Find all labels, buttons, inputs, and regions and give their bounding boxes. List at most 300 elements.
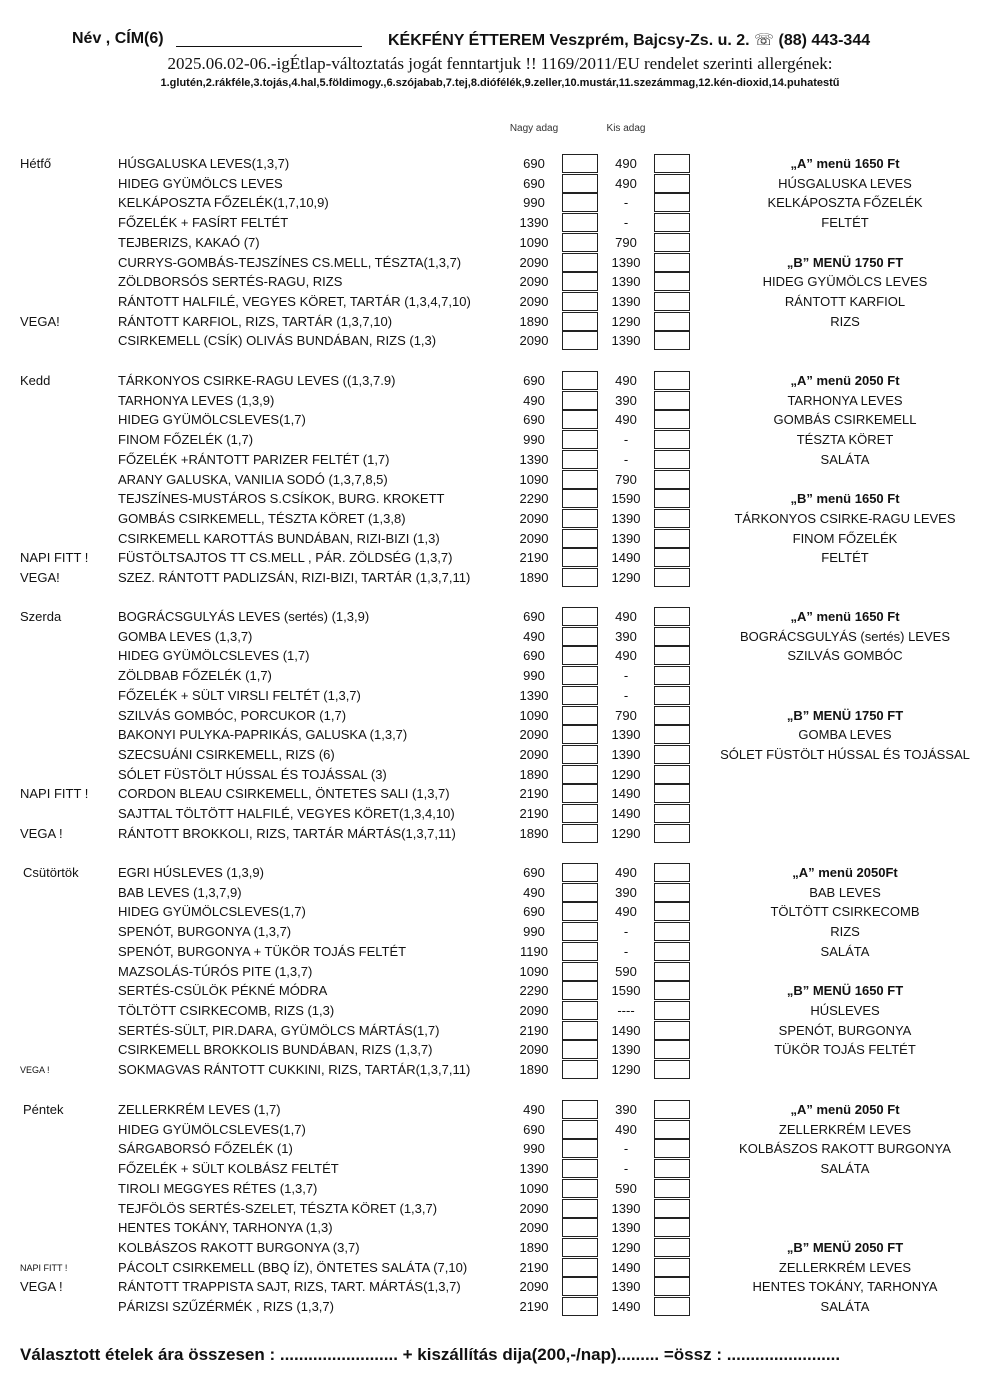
small-qty-box[interactable] — [654, 607, 690, 626]
small-price: 1390 — [611, 333, 641, 349]
small-qty-box[interactable] — [654, 331, 690, 350]
dish-name: FINOM FŐZELÉK (1,7) — [118, 432, 254, 448]
small-qty-box[interactable] — [654, 883, 690, 902]
large-qty-box[interactable] — [562, 450, 598, 469]
daily-menu-item: TÖLTÖTT CSIRKECOMB — [770, 904, 920, 920]
dish-name: HIDEG GYÜMÖLCSLEVES (1,7) — [118, 648, 310, 664]
daily-menu-item: SALÁTA — [820, 943, 870, 959]
small-qty-box[interactable] — [654, 922, 690, 941]
large-price: 1890 — [519, 313, 549, 329]
small-price: - — [623, 687, 629, 703]
small-qty-box[interactable] — [654, 765, 690, 784]
small-qty-box[interactable] — [654, 902, 690, 921]
small-price: - — [623, 943, 629, 959]
large-qty-box[interactable] — [562, 1021, 598, 1040]
small-price: 1390 — [611, 1042, 641, 1058]
small-qty-box[interactable] — [654, 470, 690, 489]
dish-row — [0, 745, 1000, 765]
large-price: 990 — [523, 1141, 545, 1157]
small-qty-box[interactable] — [654, 646, 690, 665]
dish-row — [0, 1297, 1000, 1317]
dish-name: SZEZ. RÁNTOTT PADLIZSÁN, RIZI-BIZI, TARTÁR (1,3,7,11) — [118, 570, 471, 585]
large-price: 1890 — [519, 1062, 549, 1077]
small-qty-box[interactable] — [654, 1120, 690, 1139]
large-qty-box[interactable] — [562, 1001, 598, 1020]
large-qty-box[interactable] — [562, 371, 598, 390]
small-qty-box[interactable] — [654, 548, 690, 567]
dish-name: FŐZELÉK + SÜLT KOLBÁSZ FELTÉT — [118, 1161, 339, 1177]
daily-menu-item: TÜKÖR TOJÁS FELTÉT — [774, 1042, 916, 1058]
large-qty-box[interactable] — [562, 548, 598, 567]
daily-menu-title: „A” menü 1650 Ft — [790, 156, 900, 171]
daily-menu-item: FELTÉT — [821, 550, 869, 566]
dish-name: SZECSUÁNI CSIRKEMELL, RIZS (6) — [118, 746, 335, 762]
small-qty-box[interactable] — [654, 371, 690, 390]
dish-name: GOMBÁS CSIRKEMELL, TÉSZTA KÖRET (1,3,8) — [118, 510, 406, 526]
large-price: 690 — [523, 904, 545, 920]
large-qty-box[interactable] — [562, 154, 598, 173]
dish-row — [0, 607, 1000, 627]
dish-name: SPENÓT, BURGONYA (1,3,7) — [118, 924, 292, 940]
small-qty-box[interactable] — [654, 450, 690, 469]
dish-name: KELKÁPOSZTA FŐZELÉK(1,7,10,9) — [118, 195, 329, 211]
small-qty-box[interactable] — [654, 174, 690, 193]
small-qty-box[interactable] — [654, 1297, 690, 1316]
dish-row — [0, 1139, 1000, 1159]
small-qty-box[interactable] — [654, 509, 690, 528]
dish-name: TEJFÖLÖS SERTÉS-SZELET, TÉSZTA KÖRET (1,3,7) — [118, 1200, 438, 1216]
small-qty-box[interactable] — [654, 627, 690, 646]
small-price: 490 — [615, 609, 637, 624]
large-price: 1890 — [519, 1239, 549, 1255]
daily-menu-title: „A” menü 2050 Ft — [790, 1102, 900, 1117]
dish-row — [0, 529, 1000, 549]
dish-name: TIROLI MEGGYES RÉTES (1,3,7) — [118, 1180, 318, 1196]
large-price: 1390 — [519, 215, 549, 231]
large-price: 2190 — [519, 1259, 549, 1275]
dish-row — [0, 1040, 1000, 1060]
small-qty-box[interactable] — [654, 962, 690, 981]
day-label: Péntek — [23, 1102, 64, 1117]
dish-row — [0, 1001, 1000, 1021]
small-qty-box[interactable] — [654, 1021, 690, 1040]
dish-row — [0, 863, 1000, 883]
small-qty-box[interactable] — [654, 568, 690, 587]
large-qty-box[interactable] — [562, 1199, 598, 1218]
large-price: 490 — [523, 628, 545, 644]
daily-menu-item: RÁNTOTT KARFIOL — [784, 293, 906, 309]
dish-row — [0, 292, 1000, 312]
small-qty-box[interactable] — [654, 1277, 690, 1296]
large-price: 1890 — [519, 766, 549, 782]
dish-row — [0, 902, 1000, 922]
large-price: 2090 — [519, 333, 549, 349]
dish-name: TÖLTÖTT CSIRKECOMB, RIZS (1,3) — [118, 1002, 335, 1018]
large-price: 2190 — [519, 1022, 549, 1038]
dish-row — [0, 450, 1000, 470]
dish-name: CSIRKEMELL BROKKOLIS BUNDÁBAN, RIZS (1,3,7) — [118, 1042, 433, 1058]
dish-name: MAZSOLÁS-TÚRÓS PITE (1,3,7) — [118, 963, 313, 979]
small-price: 390 — [615, 884, 637, 900]
large-qty-box[interactable] — [562, 725, 598, 744]
large-price: 1890 — [519, 570, 549, 585]
day-label: Kedd — [20, 373, 51, 388]
large-qty-box[interactable] — [562, 509, 598, 528]
daily-menu-title: „A” menü 2050Ft — [792, 865, 898, 880]
large-qty-box[interactable] — [562, 1060, 598, 1079]
large-qty-box[interactable] — [562, 1238, 598, 1257]
large-price: 2090 — [519, 1220, 549, 1236]
large-qty-box[interactable] — [562, 765, 598, 784]
dish-name: CORDON BLEAU CSIRKEMELL, ÖNTETES SALI (1,3,7) — [118, 786, 450, 802]
allergen-list: 1.glutén,2.rákféle,3.tojás,4.hal,5.földimogy.,6.szójabab,7.tej,8.diófélék,9.zeller,10.mustár,11.szezámmag,12.kén-dioxid,14.puhatestű — [160, 77, 840, 89]
dish-row — [0, 725, 1000, 745]
small-qty-box[interactable] — [654, 292, 690, 311]
large-qty-box[interactable] — [562, 331, 598, 350]
large-qty-box[interactable] — [562, 863, 598, 882]
dish-row — [0, 1179, 1000, 1199]
small-price: - — [623, 451, 629, 467]
dish-row — [0, 784, 1000, 804]
small-qty-box[interactable] — [654, 272, 690, 291]
large-qty-box[interactable] — [562, 1040, 598, 1059]
large-qty-box[interactable] — [562, 1297, 598, 1316]
dish-name: SÓLET FÜSTÖLT HÚSSAL ÉS TOJÁSSAL (3) — [118, 766, 387, 782]
large-qty-box[interactable] — [562, 981, 598, 1000]
daily-menu-item: TÉSZTA KÖRET — [796, 432, 894, 448]
small-qty-box[interactable] — [654, 1159, 690, 1178]
daily-menu-item: ZELLERKRÉM LEVES — [778, 1121, 912, 1137]
dish-name: RÁNTOTT KARFIOL, RIZS, TARTÁR (1,3,7,10) — [118, 313, 393, 329]
small-price: 790 — [615, 471, 637, 487]
dish-name: BAB LEVES (1,3,7,9) — [118, 884, 242, 900]
large-qty-box[interactable] — [562, 1120, 598, 1139]
large-price: 2090 — [519, 1042, 549, 1058]
small-price: 1290 — [611, 766, 641, 782]
header-line — [0, 30, 1000, 54]
daily-menu-item: RIZS — [830, 924, 860, 940]
small-price: - — [623, 215, 629, 231]
small-price: 1490 — [611, 550, 641, 566]
dish-name: SERTÉS-CSÜLÖK PÉKNÉ MÓDRA — [118, 983, 328, 999]
dish-row — [0, 1258, 1000, 1278]
daily-menu-item: SALÁTA — [820, 1161, 870, 1177]
dish-row — [0, 548, 1000, 568]
small-qty-box[interactable] — [654, 1139, 690, 1158]
day-label: Szerda — [20, 609, 62, 624]
large-qty-box[interactable] — [562, 1179, 598, 1198]
dish-name: FŐZELÉK + SÜLT VIRSLI FELTÉT (1,3,7) — [118, 687, 361, 703]
notice-line: 2025.06.02-06.-igÉtlap-változtatás jogát fenntartjuk !! 1169/2011/EU rendelet szerinti allergének: — [167, 54, 833, 73]
small-price: 1390 — [611, 746, 641, 762]
dish-name: RÁNTOTT BROKKOLI, RIZS, TARTÁR MÁRTÁS(1,3,7,11) — [118, 825, 456, 841]
daily-menu-item: HENTES TOKÁNY, TARHONYA — [752, 1279, 938, 1295]
dish-row — [0, 824, 1000, 844]
dish-row — [0, 765, 1000, 785]
small-qty-box[interactable] — [654, 725, 690, 744]
large-qty-box[interactable] — [562, 489, 598, 508]
dish-name: SPENÓT, BURGONYA + TÜKÖR TOJÁS FELTÉT — [118, 943, 407, 959]
dish-name: CURRYS-GOMBÁS-TEJSZÍNES CS.MELL, TÉSZTA(1,3,7) — [118, 254, 462, 270]
large-price: 2090 — [519, 1200, 549, 1216]
daily-menu-item: FELTÉT — [821, 215, 869, 231]
daily-menu-item: TÁRKONYOS CSIRKE-RAGU LEVES — [734, 510, 956, 526]
daily-menu-title: „B” MENÜ 1650 FT — [786, 983, 904, 999]
large-price: 2090 — [519, 530, 549, 546]
dish-row — [0, 233, 1000, 253]
small-qty-box[interactable] — [654, 942, 690, 961]
dish-tag: VEGA! — [20, 570, 60, 585]
daily-menu-item: SALÁTA — [820, 1299, 870, 1314]
small-qty-box[interactable] — [654, 253, 690, 272]
small-price: 490 — [615, 648, 637, 664]
dish-name: PÁRIZSI SZŰZÉRMÉK , RIZS (1,3,7) — [118, 1299, 334, 1314]
large-qty-box[interactable] — [562, 804, 598, 823]
large-qty-box[interactable] — [562, 568, 598, 587]
small-qty-box[interactable] — [654, 233, 690, 252]
large-price: 2090 — [519, 254, 549, 270]
dish-tag: VEGA ! — [20, 825, 63, 841]
small-qty-box[interactable] — [654, 193, 690, 212]
large-qty-box[interactable] — [562, 686, 598, 705]
small-qty-box[interactable] — [654, 1100, 690, 1119]
small-qty-box[interactable] — [654, 1001, 690, 1020]
large-price: 990 — [523, 668, 545, 684]
daily-menu-title: „A” menü 2050 Ft — [790, 373, 900, 388]
dish-name: SOKMAGVAS RÁNTOTT CUKKINI, RIZS, TARTÁR(1,3,7,11) — [118, 1062, 471, 1077]
small-qty-box[interactable] — [654, 410, 690, 429]
small-qty-box[interactable] — [654, 666, 690, 685]
dish-tag: NAPI FITT ! — [20, 1262, 68, 1273]
large-price: 2190 — [519, 786, 549, 802]
daily-menu-item: TARHONYA LEVES — [787, 392, 903, 408]
small-price: 1590 — [611, 983, 641, 999]
dish-row — [0, 646, 1000, 666]
large-qty-box[interactable] — [562, 962, 598, 981]
dish-name: BAKONYI PULYKA-PAPRIKÁS, GALUSKA (1,3,7) — [118, 727, 408, 743]
small-qty-box[interactable] — [654, 1258, 690, 1277]
small-price: 1390 — [611, 727, 641, 743]
day-label: Csütörtök — [23, 865, 79, 880]
large-qty-box[interactable] — [562, 646, 598, 665]
small-price: 1490 — [611, 1259, 641, 1275]
large-qty-box[interactable] — [562, 922, 598, 941]
large-qty-box[interactable] — [562, 312, 598, 331]
dish-row — [0, 213, 1000, 233]
dish-name: TEJSZÍNES-MUSTÁROS S.CSÍKOK, BURG. KROKETT — [118, 491, 445, 507]
small-qty-box[interactable] — [654, 1199, 690, 1218]
small-price: 790 — [615, 234, 637, 250]
small-qty-box[interactable] — [654, 981, 690, 1000]
large-qty-box[interactable] — [562, 902, 598, 921]
large-price: 2290 — [519, 983, 549, 999]
small-qty-box[interactable] — [654, 312, 690, 331]
dish-name: SERTÉS-SÜLT, PIR.DARA, GYÜMÖLCS MÁRTÁS(1,7) — [118, 1022, 440, 1038]
large-price: 690 — [523, 1121, 545, 1137]
large-price: 1090 — [519, 471, 549, 487]
daily-menu-item: SPENÓT, BURGONYA — [778, 1022, 912, 1038]
small-price: 590 — [615, 963, 637, 979]
large-qty-box[interactable] — [562, 706, 598, 725]
dish-name: TARHONYA LEVES (1,3,9) — [118, 392, 275, 408]
small-qty-box[interactable] — [654, 213, 690, 232]
dish-name: CSIRKEMELL KAROTTÁS BUNDÁBAN, RIZI-BIZI (1,3) — [118, 530, 440, 546]
small-qty-box[interactable] — [654, 1238, 690, 1257]
small-price: 1290 — [611, 313, 641, 329]
large-qty-box[interactable] — [562, 607, 598, 626]
large-qty-box[interactable] — [562, 174, 598, 193]
small-price: - — [623, 668, 629, 684]
small-qty-box[interactable] — [654, 1179, 690, 1198]
large-price: 2090 — [519, 293, 549, 309]
small-qty-box[interactable] — [654, 1218, 690, 1237]
large-qty-box[interactable] — [562, 784, 598, 803]
small-qty-box[interactable] — [654, 863, 690, 882]
large-qty-box[interactable] — [562, 942, 598, 961]
large-qty-box[interactable] — [562, 193, 598, 212]
dish-tag: NAPI FITT ! — [20, 786, 89, 802]
large-qty-box[interactable] — [562, 824, 598, 843]
dish-name: FŐZELÉK +RÁNTOTT PARIZER FELTÉT (1,7) — [118, 451, 390, 467]
order-total-line: Választott ételek ára összesen : ......................... + kiszállítás dija(200,-/nap)......... =össz : ........................ — [20, 1345, 841, 1364]
dish-row — [0, 154, 1000, 174]
large-qty-box[interactable] — [562, 410, 598, 429]
small-price: 1390 — [611, 274, 641, 290]
dish-row — [0, 1277, 1000, 1297]
large-qty-box[interactable] — [562, 391, 598, 410]
large-qty-box[interactable] — [562, 470, 598, 489]
small-qty-box[interactable] — [654, 529, 690, 548]
daily-menu-item: ZELLERKRÉM LEVES — [778, 1259, 912, 1275]
large-portion-header: Nagy adag — [509, 123, 559, 134]
large-qty-box[interactable] — [562, 272, 598, 291]
dish-name: ARANY GALUSKA, VANILIA SODÓ (1,3,7,8,5) — [118, 471, 388, 487]
small-price: - — [623, 1161, 629, 1177]
name-address-field[interactable] — [176, 46, 362, 47]
small-price: 1290 — [611, 1062, 641, 1077]
dish-row — [0, 1100, 1000, 1120]
small-price: 1490 — [611, 786, 641, 802]
dish-row — [0, 253, 1000, 273]
small-price: 490 — [615, 373, 637, 388]
large-qty-box[interactable] — [562, 745, 598, 764]
large-qty-box[interactable] — [562, 1159, 598, 1178]
daily-menu-item: KOLBÁSZOS RAKOTT BURGONYA — [739, 1141, 951, 1157]
large-qty-box[interactable] — [562, 233, 598, 252]
large-price: 2290 — [519, 491, 549, 507]
large-price: 1390 — [519, 687, 549, 703]
large-qty-box[interactable] — [562, 1218, 598, 1237]
dish-row — [0, 686, 1000, 706]
small-price: - — [623, 195, 629, 211]
large-price: 1190 — [520, 943, 548, 959]
small-price: 1290 — [611, 570, 641, 585]
small-qty-box[interactable] — [654, 804, 690, 823]
dish-tag: VEGA ! — [20, 1065, 50, 1075]
dish-name: TÁRKONYOS CSIRKE-RAGU LEVES ((1,3,7.9) — [118, 373, 396, 388]
large-price: 690 — [523, 412, 545, 428]
large-price: 2190 — [519, 806, 549, 821]
dish-row — [0, 1238, 1000, 1258]
daily-menu-title: „B” MENÜ 1750 FT — [786, 707, 904, 723]
small-qty-box[interactable] — [654, 1040, 690, 1059]
dish-name: HIDEG GYÜMÖLCSLEVES(1,7) — [118, 412, 306, 428]
small-qty-box[interactable] — [654, 430, 690, 449]
small-qty-box[interactable] — [654, 391, 690, 410]
large-price: 990 — [523, 432, 545, 448]
large-qty-box[interactable] — [562, 1100, 598, 1119]
small-price: 490 — [615, 865, 637, 880]
large-qty-box[interactable] — [562, 627, 598, 646]
small-qty-box[interactable] — [654, 824, 690, 843]
dish-row — [0, 666, 1000, 686]
small-price: ---- — [617, 1002, 635, 1018]
small-price: 1490 — [611, 806, 641, 821]
daily-menu-item: SZILVÁS GOMBÓC — [787, 648, 903, 664]
small-qty-box[interactable] — [654, 784, 690, 803]
dish-row — [0, 331, 1000, 351]
small-price: 1390 — [611, 530, 641, 546]
dish-name: ZÖLDBAB FŐZELÉK (1,7) — [118, 668, 272, 684]
large-qty-box[interactable] — [562, 253, 598, 272]
small-price: 390 — [615, 392, 637, 408]
dish-row — [0, 1021, 1000, 1041]
dish-name: RÁNTOTT HALFILÉ, VEGYES KÖRET, TARTÁR (1,3,4,7,10) — [118, 293, 471, 309]
large-price: 2190 — [519, 1299, 549, 1314]
small-price: 1290 — [611, 1239, 641, 1255]
small-qty-box[interactable] — [654, 686, 690, 705]
dish-name: SZILVÁS GOMBÓC, PORCUKOR (1,7) — [118, 707, 347, 723]
dish-name: PÁCOLT CSIRKEMELL (BBQ ÍZ), ÖNTETES SALÁTA (7,10) — [118, 1259, 468, 1275]
dish-name: HÚSGALUSKA LEVES(1,3,7) — [118, 156, 290, 171]
small-price: 1590 — [611, 491, 641, 507]
dish-name: SAJTTAL TÖLTÖTT HALFILÉ, VEGYES KÖRET(1,3,4,10) — [118, 806, 455, 821]
name-address-label: Név , CÍM(6) — [72, 30, 164, 47]
dish-row — [0, 470, 1000, 490]
large-qty-box[interactable] — [562, 666, 598, 685]
large-qty-box[interactable] — [562, 430, 598, 449]
large-qty-box[interactable] — [562, 292, 598, 311]
large-qty-box[interactable] — [562, 529, 598, 548]
dish-row — [0, 1120, 1000, 1140]
large-price: 690 — [523, 865, 545, 880]
large-price: 2190 — [519, 550, 549, 566]
dish-row — [0, 922, 1000, 942]
small-price: 490 — [615, 156, 637, 171]
large-price: 490 — [523, 884, 545, 900]
daily-menu-item: GOMBÁS CSIRKEMELL — [773, 412, 917, 428]
small-qty-box[interactable] — [654, 745, 690, 764]
large-qty-box[interactable] — [562, 213, 598, 232]
dish-row — [0, 410, 1000, 430]
dish-row — [0, 489, 1000, 509]
large-qty-box[interactable] — [562, 1139, 598, 1158]
small-qty-box[interactable] — [654, 489, 690, 508]
large-qty-box[interactable] — [562, 883, 598, 902]
daily-menu-item: HÚSLEVES — [810, 1002, 880, 1018]
dish-row — [0, 430, 1000, 450]
dish-row — [0, 942, 1000, 962]
small-qty-box[interactable] — [654, 1060, 690, 1079]
small-qty-box[interactable] — [654, 154, 690, 173]
small-price: 590 — [615, 1180, 637, 1196]
small-qty-box[interactable] — [654, 706, 690, 725]
large-qty-box[interactable] — [562, 1277, 598, 1296]
dish-name: FŐZELÉK + FASÍRT FELTÉT — [118, 215, 289, 231]
large-qty-box[interactable] — [562, 1258, 598, 1277]
daily-menu-item: FINOM FŐZELÉK — [792, 530, 898, 546]
dish-name: HIDEG GYÜMÖLCSLEVES(1,7) — [118, 904, 306, 920]
